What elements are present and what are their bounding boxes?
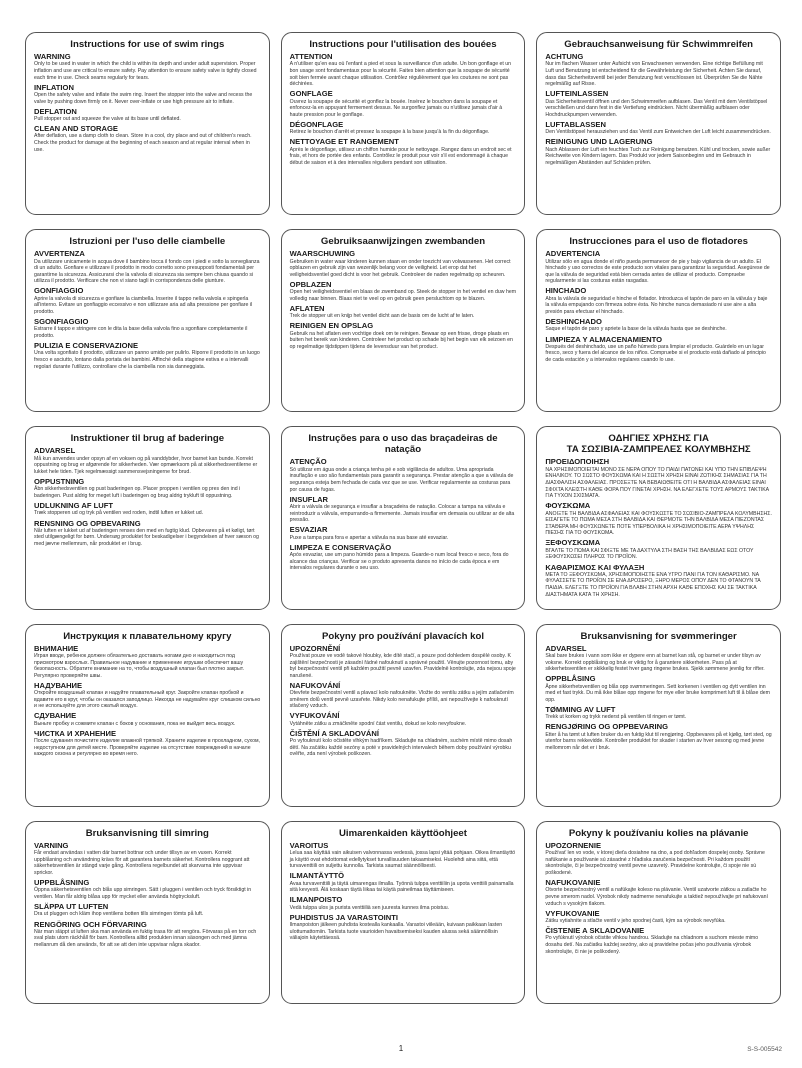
instruction-section <box>545 539 772 561</box>
section-heading: REINIGUNG UND LAGERUNG <box>545 137 653 147</box>
instruction-card <box>281 821 526 1004</box>
section-body: Puxe a tampa para fora e apertar a válvula na sua base até esvaziar. <box>289 534 449 541</box>
section-body: Aprire la valvola di sicurezza e gonfiare la ciambella. Inserire il tappo nella valvola e spingerla all'interno. Evitare un gonfiaggio eccessivo e non utilizzare aria ad alta pressione per gonfiare il prodotto. <box>34 295 253 315</box>
section-body: ΜΕΤΑ ΤΟ ΞΕΦΟΥΣΚΩΜΑ, ΧΡΗΣΙΜΟΠΟΙΗΣΤΕ ΕΝΑ ΥΓΡΟ ΠΑΝΙ ΓΙΑ ΤΟΝ ΚΑΘΑΡΙΣΜΟ. ΝΑ ΦΥΛΑΣΣΕΤΕ ΤΟ ΠΡΟΪΟΝ ΣΕ ΕΝΑ ΔΡΟΣΕΡΟ, ΞΗΡΟ ΜΕΡΟΣ ΟΠΟΥ ΔΕΝ ΤΟ ΦΤΑΝΟΥΝ ΤΑ ΠΑΙΔΙΑ. ΕΛΕΓΞΤΕ ΤΟ ΠΡΟΪΟΝ ΓΙΑ ΒΛΑΒΗ ΣΤΗΝ ΑΡΧΗ ΚΑΘΕ ΕΠΟΧΗΣ ΚΑΙ ΣΕ ΤΑΚΤΙΚΑ ΔΙΑΣΤΗΜΑΤΑ ΚΑΤΑ ΤΗ ΧΡΗΣΗ. <box>545 571 761 598</box>
section-body: Utilizar sólo en agua donde el niño pueda permanecer de pie y bajo vigilancia de un adulto. El hinchado y uso correctos de este producto son vitales para garantizar la seguridad. Asegúrese de que la válvula de seguridad está bien cerrada antes de utilizar el producto. Compruebe regularmente si las costuras están rasgadas. <box>545 258 770 285</box>
instruction-section <box>34 447 261 475</box>
instruction-card <box>536 229 781 412</box>
section-body: Ilmanpoiston jälkeen puhdista kostealla kankaalla. Varastoi viileään, kuivaan paikkaan lasten ulottumattomiin. Tarkista tuote vaurioiden havaitsemiseksi kauden alussa sekä säännöllisin väliajoin käytettäessä. <box>289 922 503 942</box>
instruction-section <box>290 842 517 870</box>
section-heading: GONFIAGGIO <box>34 286 84 296</box>
section-body: Lelua saa käyttää vain aikuisen valvonnassa vedessä, jossa lapsi yltää pohjaan. Oikea ilmantäyttö ja käyttö ovat ehdottomat edellytykset turvallisuuden takaamiseksi. Huolehdi aina siitä, että turvaventtiili on suljettu kunnolla. Tarkista saumat säännöllisesti. <box>289 850 516 870</box>
instruction-section <box>290 458 517 493</box>
instruction-section <box>290 250 517 278</box>
section-heading: ΞΕΦΟΥΣΚΩΜΑ <box>545 538 601 548</box>
card-title: Pokyny k používaniu kolies na plávanie <box>568 827 749 839</box>
instruction-section <box>545 706 772 721</box>
instruction-section <box>545 318 772 333</box>
section-body: Retirez le bouchon d'arrêt et pressez la soupape à la base jusqu'à la fin du dégonflage. <box>289 129 490 136</box>
section-heading: ADVERTENCIA <box>545 249 601 259</box>
section-body: Po vyfúknutí výrobok očistite vlhkou handrou. Skladujte na chladnom a suchom mieste mimo dosahu detí. Na začiatku každej sezóny, ako aj pravidelne počas jeho používania výrobok skontrolujte, či nie je poškodený. <box>545 935 759 955</box>
section-body: Trek de stopper uit en knijp het ventiel dicht aan de basis om de lucht af te laten. <box>289 313 475 320</box>
section-body: После сдувания почистите изделие влажной тряпкой. Храните изделие в прохладном, сухом, недоступном для детей месте. Проверяйте изделие на отсутствие повреждений в начале каждого сезона и регулярно во время него. <box>34 738 260 758</box>
section-body: Pull stopper out and squeeze the valve at its base until deflated. <box>34 116 181 123</box>
instruction-section <box>290 914 517 942</box>
section-body: Vytáhněte zátku a zmáčkněte spodní část ventilu, dokud se kolo nevyfoukne. <box>289 720 467 727</box>
section-heading: VAROITUS <box>289 840 329 850</box>
section-heading: AFLATEN <box>289 303 325 313</box>
section-body: After deflation, use a damp cloth to clean. Store in a cool, dry place and out of children's reach. Check the product for damage at the beginning of each season and at regular interval when in use. <box>34 133 252 153</box>
section-body: Po vyfouknutí kolo očistěte vlhkým hadříkem. Skladujte na chladném, suchém místě mimo dosah dětí. Na začátku každé sezóny a poté v pravidelných intervalech během doby používání výrobku ověřte, zda není výrobek poškozen. <box>289 738 513 758</box>
section-heading: ILMANTÄYTTÖ <box>289 871 345 881</box>
section-heading: SLÄPPA UT LUFTEN <box>34 902 109 912</box>
section-body: Åbn sikkerhedsventilen og pust baderingen op. Placer proppen i ventilen og pres den ind i baderingen. Pust aldrig for meget luft i baderingen og brug aldrig trykluft til oppustning. <box>34 486 241 499</box>
section-heading: RENGÖRING OCH FÖRVARING <box>34 919 147 929</box>
section-heading: ΠΡΟΕΙΔΟΠΟΙΗΣΗ <box>545 457 610 467</box>
section-heading: ACHTUNG <box>545 52 584 62</box>
instruction-section <box>290 526 517 541</box>
instruction-section <box>34 730 261 758</box>
section-heading: UPOZORNĚNÍ <box>289 643 341 653</box>
instruction-section <box>545 138 772 166</box>
section-body: Da utilizzare unicamente in acqua dove il bambino tocca il fondo con i piedi e sotto la sorveglianza di un adulto. Gonfiare e utilizzare il prodotto in modo corretto sono presupposti fondamentali per garantirne la sicurezza. Assicurarsi che la valvola di sicurezza sia sempre ben chiusa quando si utilizza il prodotto. Verificare che non vi siano tagli in corrispondenza delle giunture. <box>34 258 260 285</box>
instruction-section <box>34 342 261 370</box>
instruction-section <box>34 287 261 315</box>
section-heading: ILMANPOISTO <box>289 895 343 905</box>
section-body: Åpne sikkerhetsventilen og blås opp svømmeringen. Sett korkenen i ventilen og dytt ventilen inn med et fast trykk. Du må ikke blåse opp ringene for mye eller bruke komprimert luft til å blåse dem opp. <box>545 683 770 703</box>
section-heading: UPOZORNENIE <box>545 840 602 850</box>
section-heading: LIMPIEZA Y ALMACENAMIENTO <box>545 334 663 344</box>
section-heading: AVVERTENZA <box>34 249 85 259</box>
card-title: Uimarenkaiden käyttöohjeet <box>339 827 467 839</box>
instruction-card <box>536 821 781 1004</box>
section-heading: INSUFLAR <box>289 494 329 504</box>
instruction-section <box>290 896 517 911</box>
instruction-card <box>281 229 526 412</box>
section-body: Používať len vo vode, v ktorej dieťa dosiahne na dno, a pod dohľadom dospelej osoby. Správne nafúkanie a používanie sú zásadné z hľadiska zaručenia bezpečnosti. Pri každom použití skontrolujte, či je bezpečnostný ventil pevne uzavretý. Pravidelne kontrolujte, či spoje nie sú poškodené. <box>545 850 765 876</box>
instruction-section <box>34 520 261 548</box>
section-body: Zátku vytiahnite a stlačte ventil v jeho spodnej časti, kým sa výrobok nevyfúka. <box>545 918 726 925</box>
section-heading: VARNING <box>34 840 69 850</box>
instruction-section <box>290 138 517 166</box>
instruction-section <box>34 108 261 123</box>
section-heading: NETTOYAGE ET RANGEMENT <box>289 137 399 147</box>
section-heading: PULIZIA E CONSERVAZIONE <box>34 341 139 351</box>
section-heading: НАДУВАНИЕ <box>34 680 83 690</box>
section-body: Når luften er lukket ud af baderingen renses den med en fugtig klud. Opbevares på et køligt, tørt sted utilgængeligt for børn. Undersøg produktet for beskadigelser i begyndelsen af hver sæson og med jævne mellemrum, når produktet er i brug. <box>34 527 259 548</box>
instruction-section <box>34 125 261 153</box>
section-heading: WARNING <box>34 52 71 62</box>
section-heading: ВНИМАНИЕ <box>34 643 79 653</box>
instruction-section <box>545 842 772 877</box>
instruction-section <box>290 872 517 894</box>
section-heading: VYFUKOVÁNÍ <box>289 711 340 721</box>
card-title: Gebrauchsanweisung für Schwimmreifen <box>564 39 754 50</box>
instruction-card <box>25 229 270 412</box>
section-heading: OPBLAZEN <box>289 279 332 289</box>
section-heading: UDLUKNING AF LUFT <box>34 501 114 511</box>
section-heading: NAFUKOVÁNÍ <box>289 680 341 690</box>
instruction-section <box>545 287 772 315</box>
card-title: Bruksanvisning till simring <box>85 827 209 839</box>
section-heading: TØMMING AV LUFT <box>545 704 616 714</box>
section-heading: DÉGONFLAGE <box>289 119 344 129</box>
instruction-card <box>536 624 781 807</box>
section-body: Откройте воздушный клапан и надуйте плавательный круг. Закройте клапан пробкой и вдавите его в круг, чтобы он оказался заподлицо. Никогда не надувайте круг слишком сильно и не используйте для этого сжатый воздух. <box>34 690 261 710</box>
section-body: Saque el tapón de paro y apriete la base de la válvula hasta que se deshinche. <box>545 326 727 333</box>
section-body: Nur im flachen Wasser unter Aufsicht von Erwachsenen verwenden. Eine richtige Befüllung mit Luft und Benutzung ist entscheidend für die Gewährleistung der Sicherheit. Achten Sie darauf, dass das Sicherheitsventil bei jeder Benutzung fest verschlossen ist. Überprüfen Sie die Nähte regelmäßig auf Risse. <box>545 61 763 88</box>
instruction-section <box>34 478 261 500</box>
instruction-section <box>290 121 517 136</box>
instruction-section <box>34 903 261 918</box>
instruction-section <box>34 502 261 517</box>
section-heading: GONFLAGE <box>289 89 333 99</box>
instruction-card <box>536 32 781 215</box>
instruction-section <box>290 712 517 727</box>
section-body: Only to be used in water in which the child is within its depth and under adult supervision. Proper inflation and use are critical to ensure safety. Pay attention to ensure safety valve is tightly closed each time in use. Check seams regularly for tears. <box>34 61 257 81</box>
section-body: Trekk ut korken og trykk nederst på ventilen til ringen er tømt. <box>545 714 687 721</box>
section-body: Må kun anvendes under opsyn af en voksen og på vanddybder, hvor barnet kan bunde. Korrekt oppustning og brug er afgørende for sikkerheden. Vær opmærksom på at sikkerhedsventilerne er lukket hele tiden. Tjek regelmæssigt sammensvejsningerne for brud. <box>34 455 258 475</box>
section-body: Otevřete bezpečnostní ventil a plavací kolo nafoukněte. Vložte do ventilu zátku a jejím zatlačením směrem dolů ventil pevně uzavřete. Nikdy kolo nenafukujte příliš, ani nepoužívejte k nafouknutí stlačený vzduch. <box>289 690 514 710</box>
section-heading: ЧИСТКА И ХРАНЕНИЕ <box>34 728 117 738</box>
section-body: Etter å ha tømt ut luften bruker du en fuktig klut til rengjøring. Oppbevares på et kjølig, tørt sted, og utenfor barns rekkevidde. Kontroller produktet for skader i starten av hver sesong og med jevne mellomrom når det er i bruk. <box>545 731 772 751</box>
section-body: Abrir a válvula de segurança e insuflar a braçadeira de natação. Colocar a tampa na válvula e reintroduzir a válvula, empurrando-a firmemente. Jamais insuflar em demasia ou utilizar ar de alta pressão. <box>289 504 515 524</box>
card-title: Instructions for use of swim rings <box>70 39 225 50</box>
instruction-section <box>290 730 517 758</box>
section-body: Otvorte bezpečnostný ventil a nafúkajte koleso na plávanie. Ventil uzatvorte zátkou a zatlačte ho pevne smerom nadol. Výrobok nikdy nadmerne nenafukujte a taktiež nepoužívajte pri nafukovaní vzduch s vysokým tlakom. <box>545 887 768 907</box>
section-heading: PUHDISTUS JA VARASTOINTI <box>289 912 398 922</box>
instruction-section <box>290 544 517 572</box>
instruction-section <box>545 927 772 955</box>
instruction-section <box>290 496 517 524</box>
card-title: Instruções para o uso das braçadeiras de natação <box>308 433 498 456</box>
instruction-section <box>34 318 261 340</box>
card-title: Istruzioni per l'uso delle ciambelle <box>69 236 226 248</box>
section-body: Gebruiken in water waar kinderen kunnen staan en onder toezicht van volwassenen. Het correct opblazen en gebruik zijn van wezenlijk belang voor de veiligheid. Let erop dat het veiligheidsventiel goed dicht is voor het gebruik. Controleer de naden regelmatig op scheuren. <box>289 258 511 278</box>
instruction-section <box>34 712 261 727</box>
section-body: Una volta sgonfiato il prodotto, utilizzare un panno umido per pulirlo. Riporre il prodotto in un luogo fresco e asciutto, lontano dalla portata dei bambini. Affinché della stagione estiva e a intervalli regolari durante l'utilizzo, controllare che la ciambella non sia danneggiata. <box>34 350 260 370</box>
section-body: Skal bare brukes i vann som ikke er dypere enn at barnet kan stå, og barnet er under tilsyn av voksne. Korrekt oppblåsing og bruk er viktig for å garantere sikkerheten. Pass på at sikkerhetsventilen er skikkelig festet hver gang ringene brukes. Sjekk sømmene jevnlig for rifter. <box>545 652 765 673</box>
instruction-section <box>290 305 517 320</box>
instruction-section <box>34 842 261 877</box>
section-body: Après le dégonflage, utilisez un chiffon humide pour le nettoyage. Rangez dans un endroit sec et frais, et hors de portée des enfants. Contrôlez le produit pour voir s'il est endommagé à chaque début de saison et à des intervalles réguliers pendant son utilisation. <box>289 146 512 166</box>
section-heading: DEFLATION <box>34 106 77 116</box>
card-title: Instruktioner til brug af baderinge <box>70 433 225 445</box>
instruction-section <box>545 564 772 599</box>
section-heading: ADVARSEL <box>34 446 76 456</box>
instruction-section <box>545 910 772 925</box>
instruction-section <box>290 281 517 303</box>
section-heading: VYFUKOVANIE <box>545 908 600 918</box>
section-body: Después del deshinchado, use un paño húmedo para limpiar el producto. Guárdelo en un lugar fresco, seco y fuera del alcance de los niños. Compruebe si el producto está dañado al principio de cada estación y a intervalos regulares cuando lo use. <box>545 343 766 364</box>
instruction-section <box>545 53 772 88</box>
section-body: Open het veiligheidsventiel en blaas de zwemband op. Steek de stopper in het ventiel en duw hem volledig naar binnen. Blaas niet te veel op en gebruik geen persluchtom op te blazen. <box>289 289 517 302</box>
section-heading: WAARSCHUWING <box>289 249 356 259</box>
section-body: När man släppt ut luften ska man använda en fuktig trasa för att rengöra. Förvaras på en torr och sval plats utom räckhåll för barn. Kontrollera alltid produkten innan säsongen och med jämna mellanrum då den används, för att se att den inte uppvisar några skador. <box>34 928 257 949</box>
section-heading: ČIŠTĚNÍ A SKLADOVÁNÍ <box>289 728 379 738</box>
card-title: Instructions pour l'utilisation des bouées <box>309 39 497 50</box>
section-heading: RENGJØRING OG OPPBEVARING <box>545 722 668 732</box>
section-body: Öppna säkerhetsventilen och blås upp simringen. Sätt i pluggen i ventilen och tryck försiktigt in ventilen. Man får aldrig blåsa upp för mycket eller använda högtrycksluft. <box>34 887 252 900</box>
section-heading: LIMPEZA E CONSERVAÇÃO <box>289 542 392 552</box>
section-body: Open the safety valve and inflate the swim ring. Insert the stopper into the valve and recess the valve by pushing down firmly on it. Never over-inflate or use high pressure air to inflate. <box>34 92 253 105</box>
section-heading: ATTENTION <box>289 52 333 62</box>
card-title: Инструкция к плавательному кругу <box>63 630 232 642</box>
instruction-section <box>290 645 517 680</box>
section-body: Играя вводе, ребенок должен обязательно доставать ногами дно и находиться под присмотром взрослых. Правильное надувание и применение игрушки обеспечит вашу безопасность. Обратите внимание на то, чтобы воздушный клапан был плотно закрыт. Регулярно проверяйте швы. <box>34 652 244 679</box>
section-heading: UPPBLÅSNING <box>34 878 90 888</box>
section-body: Abra la válvula de seguridad e hinche el flotador. Introduzca el tapón de paro en la válvula y baje la válvula empujando con firmeza sobre ésta. No hinche nunca demasiado ni use aire a alta presión para efectuar el hinchado. <box>545 295 768 315</box>
instruction-section <box>545 250 772 285</box>
card-title: Pokyny pro používání plavacích kol <box>321 630 485 642</box>
instruction-card <box>25 32 270 215</box>
instruction-section <box>34 921 261 949</box>
section-heading: HINCHADO <box>545 286 587 296</box>
section-body: Ouvrez la soupape de sécurité et gonflez la bouée. Insérez le bouchon dans la soupape et enfoncez-la en appuyant fermement dessus. Ne surgonflez jamais ou n'utilisez jamais d'air à haute pression pour le gonflage. <box>289 98 503 118</box>
instruction-section <box>545 502 772 537</box>
section-heading: ATENÇÃO <box>289 457 327 467</box>
instruction-section <box>34 879 261 901</box>
section-body: ΑΝΟΙΞΤΕ ΤΗ ΒΑΛΒΙΔΑ ΑΣΦΑΛΕΙΑΣ ΚΑΙ ΦΟΥΣΚΩΣΤΕ ΤΟ ΣΩΣΙΒΙΟ-ΖΑΜΠΡΕΛΑ ΚΟΛΥΜΒΗΣΗΣ. ΕΙΣΑΓΕΤΕ ΤΟ ΠΩΜΑ ΜΕΣΑ ΣΤΗ ΒΑΛΒΙΔΑ ΚΑΙ ΘΕΡΜΟΤΕ ΤΗΝ ΒΑΛΒΙΔΑ ΜΕΣΑ ΠΙΕΖΟΝΤΑΣ ΣΤΑΘΕΡΑ ΜΗ ΦΟΥΣΚΩΝΕΤΕ ΠΟΤΕ ΥΠΕΡΒΟΛΙΚΑ Η ΧΡΗΣΙΜΟΠΟΙΕΙΤΕ ΑΕΡΑ ΥΨΗΛΗΣ ΠΙΕΣΗΣ ΓΙΑ ΤΟ ΦΟΥΣΚΩΜΑ. <box>545 510 772 537</box>
section-heading: OPPBLÅSING <box>545 674 596 684</box>
section-heading: LUFTABLASSEN <box>545 119 606 129</box>
instruction-card <box>281 32 526 215</box>
section-body: Só utilizar em água onde a criança tenha pé e sob vigilância de adultos. Uma apropriada insuflação e uso são fundamentais para garantir a segurança. Prestar atenção a que a válvula de segurança esteja bem fechada de cada vez que se use. Verificar regularmente as costuras para por causa de fugas. <box>289 466 514 493</box>
instruction-section <box>34 682 261 710</box>
card-title: ΟΔΗΓΙΕΣ ΧΡΗΣΗΣ ΓΙΑ ΤΑ ΣΩΣΙΒΙΑ-ΖΑΜΠΡΕΛΕΣ ΚΟΛΥΜΒΗΣΗΣ <box>566 433 751 456</box>
section-body: ΝΑ ΧΡΗΣΙΜΟΠΟΙΕΙΤΑΙ ΜΟΝΟ ΣΕ ΝΕΡΑ ΟΠΟΥ ΤΟ ΠΑΙΔΙ ΠΑΤΩΝΕΙ ΚΑΙ ΥΠΟ ΤΗΝ ΕΠΙΒΛΕΨΗ ΕΝΗΛΙΚΟΥ. ΤΟ ΣΩΣΤΟ ΦΟΥΣΚΩΜΑ ΚΑΙ Η ΣΩΣΤΗ ΧΡΗΣΗ ΕΙΝΑΙ ΖΩΤΙΚΗΣ ΣΗΜΑΣΙΑΣ ΓΙΑ ΤΗ ΔΙΑΣΦΑΛΙΣΗ ΑΣΦΑΛΕΙΑΣ. ΠΡΟΣΕΞΤΕ ΝΑ ΒΕΒΑΙΩΘΕΙΤΕ ΟΤΙ Η ΒΑΛΒΙΔΑ ΑΣΦΑΛΕΙΑΣ ΕΙΝΑΙ ΣΦΙΧΤΑ ΚΛΕΙΣΤΗ ΚΑΘΕ ΦΟΡΑ ΠΟΥ ΓΙΝΕΤΑΙ ΧΡΗΣΗ. ΝΑ ΕΛΕΓΧΕΤΕ ΤΟΥΣ ΑΡΜΟΥΣ ΤΑΚΤΙΚΑ ΓΙΑ ΤΥΧΟΝ ΣΧΙΣΜΑΤΑ. <box>545 466 769 500</box>
section-body: Estrarre il tappo e stringere con le dita la base della valvola fino a sgonfiare completamente il prodotto. <box>34 326 248 339</box>
section-heading: REINIGEN EN OPSLAG <box>289 321 374 331</box>
instruction-section <box>290 682 517 710</box>
instruction-section <box>545 121 772 136</box>
card-title: Instrucciones para el uso de flotadores <box>569 236 748 248</box>
section-heading: ADVARSEL <box>545 643 587 653</box>
card-title: Bruksanvisning for svømmeringer <box>580 630 737 642</box>
section-heading: DESHINCHADO <box>545 317 602 327</box>
instruction-section <box>290 53 517 88</box>
section-heading: ČISTENIE A SKLADOVANIE <box>545 926 645 936</box>
section-heading: NAFUKOVANIE <box>545 878 601 888</box>
instruction-section <box>545 723 772 751</box>
instruction-card <box>281 624 526 807</box>
section-body: Dra ut pluggen och kläm ihop ventilens botten tills simringen tömts på luft. <box>34 911 204 918</box>
section-heading: ΦΟΥΣΚΩΜΑ <box>545 501 591 511</box>
section-heading: ΚΑΘΑΡΙΣΜΟΣ ΚΑΙ ΦΥΛΑΞΗ <box>545 562 645 572</box>
section-heading: CLEAN AND STORAGE <box>34 124 118 134</box>
instruction-card <box>281 426 526 609</box>
section-body: Avaa turvaventtiili ja täytä uimarengas ilmalla. Työnnä tulppa venttiiliin ja upota venttiili painamalla sitä kevyesti. Älä koskaan täytä liikaa tai käytä paineilmaa täyttämiseen. <box>289 880 514 894</box>
section-body: Træk stopperen ud og tryk på ventilen ved roden, indtil luften er lukket ud. <box>34 510 204 517</box>
section-body: A n'utiliser qu'en eau où l'enfant a pied et sous la surveillance d'un adulte. Un bon gonflage et un bon usage sont fondamentaux pour la sécurité. Faites bien attention que la soupape de sécurité soit bien fermée avant chaque utilisation. Contrôlez régulièrement que les coutures ne sont pas déchirées. <box>289 61 512 88</box>
instruction-section <box>545 458 772 499</box>
instruction-section <box>545 90 772 118</box>
section-body: Får endast användas i vatten där barnet bottnar och under tillsyn av en vuxen. Korrekt uppblåsning och användning krävs för att garantera barnets säkerhet. Kontrollera noggrant att säkerhetsventilen är stängd varje gång. Kontrollera regelbundet att skarvarna inte uppvisar sprickor. <box>34 850 250 876</box>
document-code: S-S-005542 <box>747 1046 782 1053</box>
instruction-section <box>290 322 517 350</box>
instruction-grid <box>25 32 781 1004</box>
instruction-card <box>25 821 270 1004</box>
section-heading: СДУВАНИЕ <box>34 711 77 721</box>
instruction-section <box>545 336 772 364</box>
instruction-card <box>25 624 270 807</box>
section-heading: SGONFIAGGIO <box>34 317 89 327</box>
instruction-section <box>545 879 772 907</box>
section-body: Выньте пробку и сожмите клапан с боков у основания, пока не выйдет весь воздух. <box>34 720 236 727</box>
section-heading: ESVAZIAR <box>289 525 328 535</box>
instruction-section <box>545 675 772 703</box>
instruction-card <box>25 426 270 609</box>
instruction-section <box>34 250 261 285</box>
section-heading: LUFTEINLASSEN <box>545 89 609 99</box>
instruction-section <box>290 90 517 118</box>
instruction-section <box>34 645 261 680</box>
section-heading: INFLATION <box>34 82 74 92</box>
section-body: Den Ventilstöpsel herausziehen und das Ventil zum Entweichen der Luft leicht zusammendrücken. <box>545 129 771 136</box>
section-heading: RENSNING OG OPBEVARING <box>34 518 141 528</box>
section-body: Gebruik na het aflaten een vochtige doek om te reinigen. Bewaar op een frisse, droge plaats en buiten het bereik van kinderen. Controleer het product op schade bij het begin van elk seizoen en op regelmatige tijdstippen tijdens de levensduur van het product. <box>289 330 513 350</box>
section-body: Používat pouze ve vodě takové hloubky, kde dítě stačí, a pouze pod dohledem dospělé osoby. K zajištění bezpečnosti je zásadní řádné nafouknutí a správné použití. Věnujte pozornost tomu, aby byl bezpečnostní ventil při každém použití pevně uzavřen. Pravidelně kontrolujte, zda nejsou spoje narušené. <box>289 652 516 679</box>
section-body: ΒΓΑΛΤΕ ΤΟ ΠΩΜΑ ΚΑΙ ΣΦΙΞΤΕ ΜΕ ΤΑ ΔΑΧΤΥΛΑ ΣΤΗ ΒΑΣΗ ΤΗΣ ΒΑΛΒΙΔΑΣ ΕΩΣ ΟΤΟΥ ΞΕΦΟΥΣΚΩΣΕΙ ΠΛΗΡΩΣ ΤΟ ΠΡΟΪΟΝ. <box>545 547 754 561</box>
instruction-section <box>545 645 772 673</box>
section-heading: OPPUSTNING <box>34 477 85 487</box>
instruction-card <box>536 426 781 609</box>
section-body: Nach Ablassen der Luft ein feuchtes Tuch zur Reinigung benutzen. Kühl und trocken, sowie außer Reichweite von Kindern lagern. Das Produkt vor jedem Saisonbeginn und im Gebrauch in regelmäßigen Abständen auf Schäden prüfen. <box>545 146 771 166</box>
section-body: Vedä tulppa ulos ja purista venttiiliä sen juuresta kunnes ilma poistuu. <box>289 904 450 911</box>
instruction-section <box>34 53 261 81</box>
section-body: Após esvaziar, use um pano húmido para a limpeza. Guarde-o num local fresco e seco, fora do alcance das crianças. Verificar se o produto apresenta danos no início de cada época e em intervalos regulares durante o seu uso. <box>289 552 509 572</box>
section-body: Das Sicherheitsventil öffnen und den Schwimmreifen aufblasen. Das Ventil mit dem Ventilstöpsel verschließen und dann fest in die Vertiefung eindrücken. Nicht übermäßig aufblasen oder Hochdruckpumpen verwenden. <box>545 98 768 118</box>
page-number: 1 <box>398 1044 404 1053</box>
card-title: Gebruiksaanwijzingen zwembanden <box>320 236 486 248</box>
instruction-section <box>34 84 261 106</box>
